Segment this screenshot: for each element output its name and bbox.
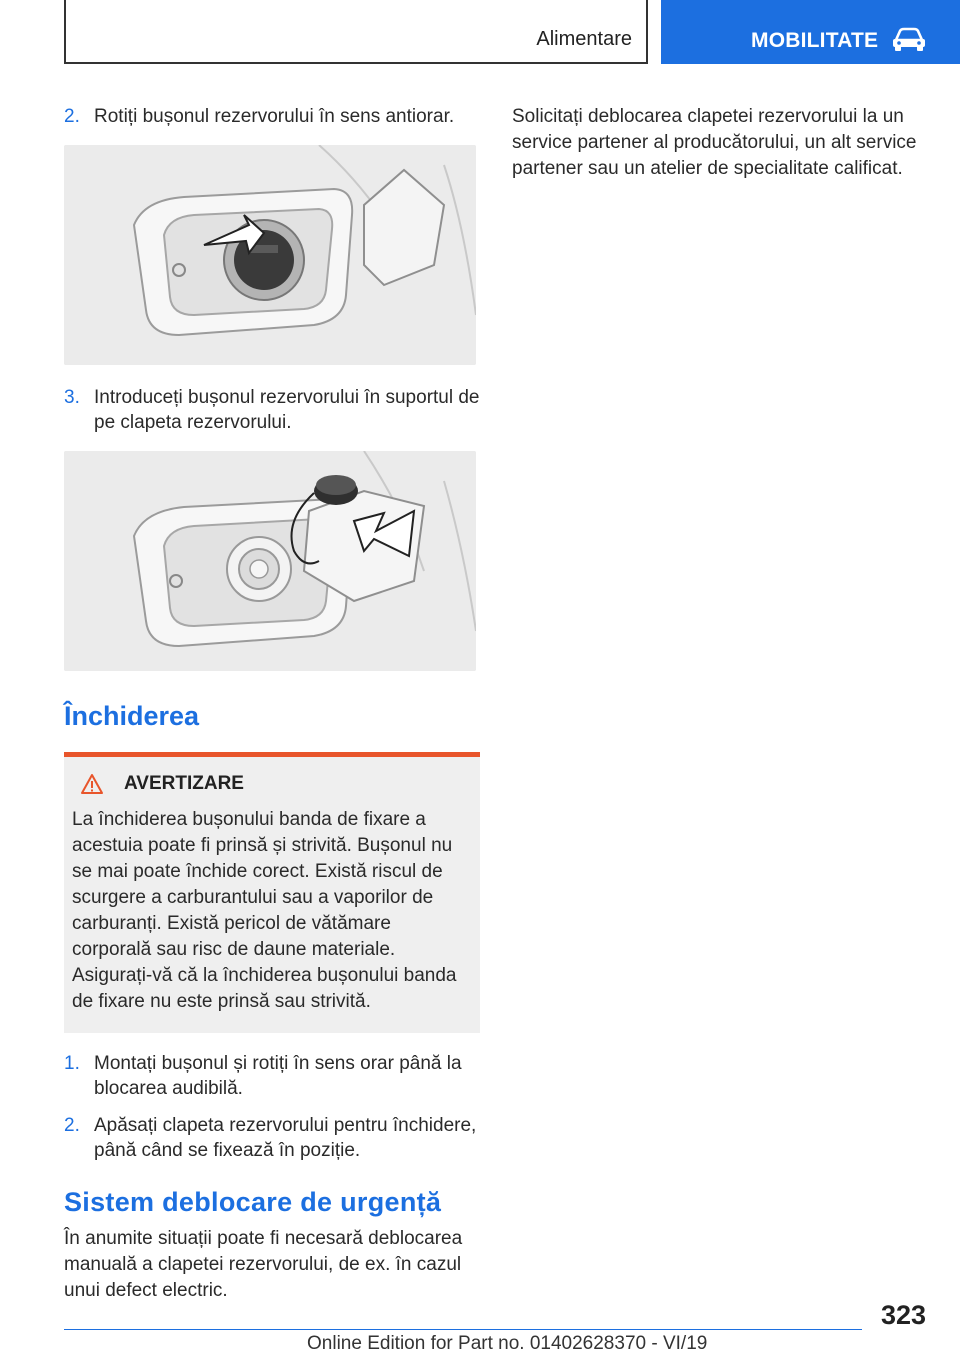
header-section-box xyxy=(64,0,648,64)
step-press-flap xyxy=(64,1113,482,1163)
step-text: Montați bușonul și rotiți în sens orar până la blocarea audibilă. xyxy=(94,1053,462,1099)
chapter-title: MOBILITATE xyxy=(751,29,879,52)
step-rotate xyxy=(64,104,482,129)
step-number: 2. xyxy=(64,1115,80,1136)
step-number: 1. xyxy=(64,1053,80,1074)
warning-box xyxy=(64,752,480,1033)
left-column xyxy=(64,104,482,1304)
right-column xyxy=(512,104,922,182)
step-insert xyxy=(64,385,482,435)
footer-edition: Online Edition for Part no. 01402628370 - VI/19 xyxy=(307,1333,708,1354)
warning-triangle-icon xyxy=(80,773,104,795)
step-text: Rotiți bușonul rezervorului în sens antiorar. xyxy=(94,106,455,127)
step-text: Introduceți bușonul rezervorului în suportul de pe clapeta rezervorului. xyxy=(94,387,480,433)
section-heading-emergency: Sistem deblocare de urgență xyxy=(64,1187,442,1217)
emergency-paragraph: În anumite situații poate fi necesară deblocarea manuală a clapetei rezervorului, de ex. în cazul unui defect electric. xyxy=(64,1228,463,1301)
figure-insert-cap xyxy=(64,451,476,671)
page-number: 323 xyxy=(880,1300,926,1330)
step-mount-cap xyxy=(64,1051,482,1101)
section-heading-close: Închiderea xyxy=(64,701,200,731)
right-paragraph: Solicitați deblocarea clapetei rezervorului la un service partener al producătorului, un alt service partener sau un atelier de specialitate calificat. xyxy=(512,106,917,179)
section-title: Alimentare xyxy=(536,28,632,50)
step-number: 2. xyxy=(64,106,80,127)
warning-title-row xyxy=(80,773,472,795)
step-number: 3. xyxy=(64,387,80,408)
chapter-tab[interactable] xyxy=(661,0,960,64)
footer-divider xyxy=(64,1329,862,1330)
warning-text: La închiderea bușonului banda de fixare a acestuia poate fi prinsă și strivită. Bușonul nu se mai poate închide corect. Există riscul de scurgere a carburantului sau a vaporilor de carburanți. Există pericol de vătămare corporală sau risc de daune materiale. Asigurați-vă că la închiderea bușonului banda de fixare nu este prinsă sau strivită. xyxy=(72,809,457,1012)
warning-title: AVERTIZARE xyxy=(124,773,244,794)
figure-rotate-cap xyxy=(64,145,476,365)
car-icon xyxy=(891,27,927,53)
step-text: Apăsați clapeta rezervorului pentru închidere, până când se fixează în poziție. xyxy=(94,1115,477,1161)
